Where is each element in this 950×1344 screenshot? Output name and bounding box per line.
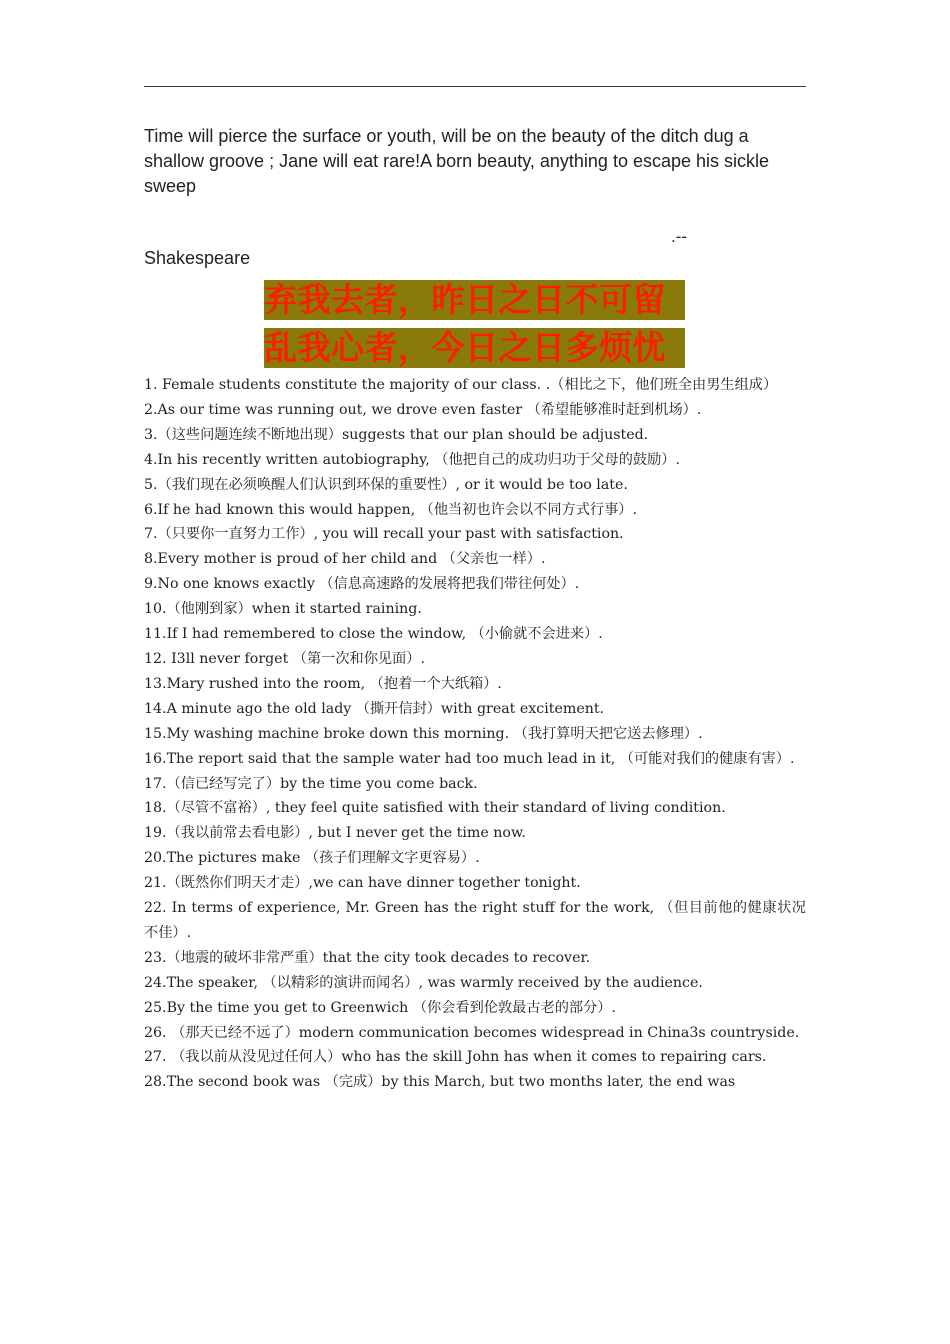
epigraph-author: Shakespeare	[144, 248, 251, 268]
exercise-item: 18.（尽管不富裕）, they feel quite satisfied with their standard of living condition.	[144, 800, 726, 817]
exercise-item: 9.No one knows exactly （信息高速路的发展将把我们带往何处）.	[144, 576, 580, 593]
exercise-item: 5.（我们现在必须唤醒人们认识到环保的重要性）, or it would be too late.	[144, 476, 628, 493]
exercise-item: 25.By the time you get to Greenwich （你会看到伦敦最古老的部分）.	[144, 999, 616, 1016]
exercise-item: 16.The report said that the sample water had too much lead in it, （可能对我们的健康有害）.	[144, 750, 795, 767]
exercise-item: 8.Every mother is proud of her child and （父亲也一样）.	[144, 551, 546, 568]
exercise-item: 27. （我以前从没见过任何人）who has the skill John has when it comes to repairing cars.	[144, 1049, 767, 1066]
exercise-item: 11.If I had remembered to close the window, （小偷就不会进来）.	[144, 626, 603, 643]
exercise-item: 1. Female students constitute the majority of our class. .（相比之下，他们班全由男生组成）	[144, 377, 778, 393]
exercise-item: 19.（我以前常去看电影）, but I never get the time now.	[144, 825, 526, 842]
poem-line-2: 乱我心者，今日之日多烦忧	[264, 328, 685, 368]
epigraph-dash: .--	[671, 227, 688, 246]
exercise-list	[144, 373, 806, 1095]
exercise-item: 6.If he had known this would happen, （他当初也许会以不同方式行事）.	[144, 501, 637, 518]
epigraph-quote: Time will pierce the surface or youth, will be on the beauty of the ditch dug a shallow groove ; Jane will eat rare!A born beauty, anything to escape his sickle sweep	[144, 126, 770, 196]
exercise-item: 14.A minute ago the old lady （撕开信封）with great excitement.	[144, 700, 605, 717]
exercise-item: 4.In his recently written autobiography, （他把自己的成功归功于父母的鼓励）.	[144, 451, 680, 468]
exercise-item: 21.（既然你们明天才走）,we can have dinner together tonight.	[144, 875, 581, 892]
exercise-item: 13.Mary rushed into the room, （抱着一个大纸箱）.	[144, 675, 502, 692]
exercise-item: 7.（只要你一直努力工作）, you will recall your past with satisfaction.	[144, 526, 624, 543]
exercise-item: 2.As our time was running out, we drove even faster （希望能够准时赶到机场）.	[144, 401, 702, 418]
header-rule	[144, 86, 806, 87]
exercise-item: 28.The second book was （完成）by this March, but two months later, the end was	[144, 1074, 736, 1091]
exercise-item: 12. I3ll never forget （第一次和你见面）.	[144, 650, 425, 667]
document-page	[144, 0, 806, 1344]
exercise-item: 23.（地震的破坏非常严重）that the city took decades to recover.	[144, 949, 591, 966]
poem-line-1: 弃我去者，昨日之日不可留	[264, 280, 685, 320]
exercise-item: 17.（信已经写完了）by the time you come back.	[144, 775, 478, 792]
exercise-item: 22. In terms of experience, Mr. Green has the right stuff for the work, （但目前他的健康状况不佳）.	[144, 900, 806, 941]
exercise-item: 15.My washing machine broke down this morning. （我打算明天把它送去修理）.	[144, 725, 703, 742]
exercise-item: 24.The speaker, （以精彩的演讲而闻名）, was warmly received by the audience.	[144, 974, 703, 991]
exercise-item: 10.（他刚到家）when it started raining.	[144, 601, 422, 618]
exercise-item: 26. （那天已经不远了）modern communication becomes widespread in China3s countryside.	[144, 1024, 800, 1041]
exercise-item: 3.（这些问题连续不断地出现）suggests that our plan should be adjusted.	[144, 426, 649, 443]
exercise-item: 20.The pictures make （孩子们理解文字更容易）.	[144, 850, 480, 867]
